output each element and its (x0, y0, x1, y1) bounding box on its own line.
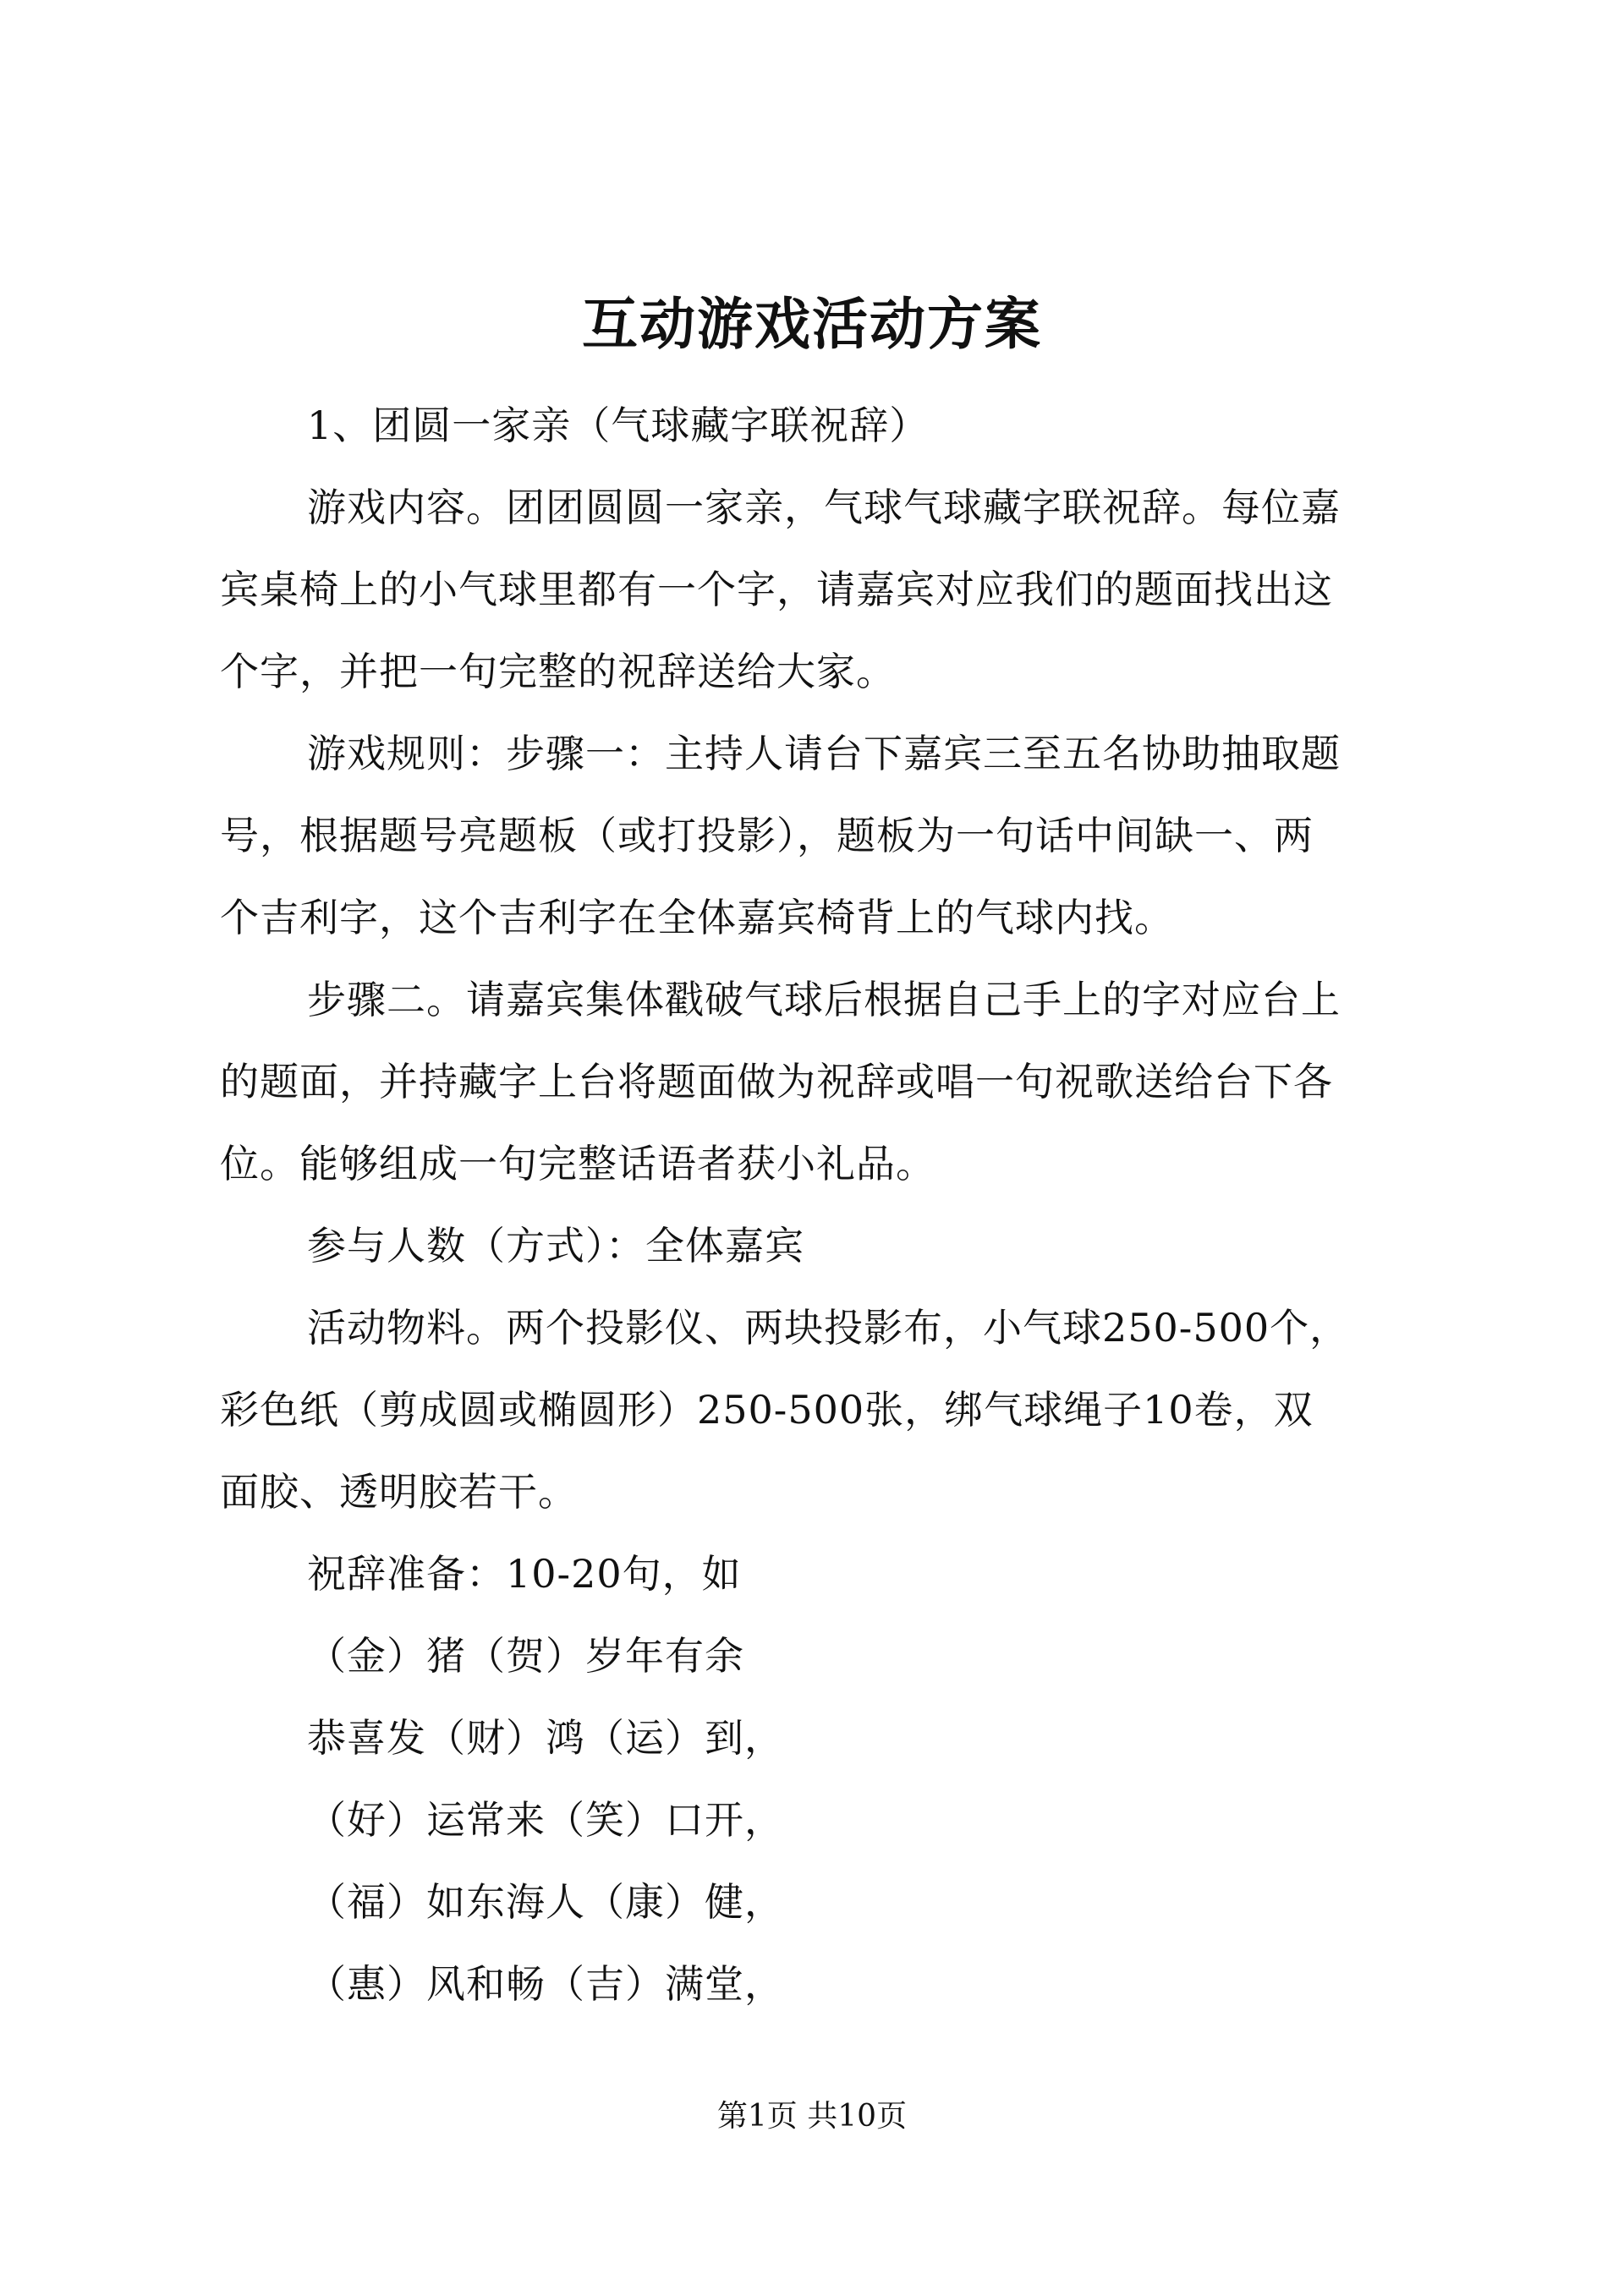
blessing-line: （好）运常来（笑）口开， (307, 1797, 784, 1843)
blessing-line: （惠）风和畅（吉）满堂， (307, 1961, 784, 2007)
paragraph-line: 面胶、透明胶若干。 (220, 1469, 578, 1515)
paragraph-line: 游戏内容。团团圆圆一家亲，气球气球藏字联祝辞。每位嘉 (307, 485, 1341, 530)
paragraph-line: 号，根据题号亮题板（或打投影），题板为一句话中间缺一、两 (220, 813, 1314, 858)
paragraph-line: 的题面，并持藏字上台将题面做为祝辞或唱一句祝歌送给台下各 (220, 1059, 1333, 1104)
paragraph-line: 位。能够组成一句完整话语者获小礼品。 (220, 1141, 935, 1186)
paragraph-line: 个吉利字，这个吉利字在全体嘉宾椅背上的气球内找。 (220, 895, 1174, 940)
blessing-line: （福）如东海人（康）健， (307, 1879, 784, 1925)
paragraph-line: 参与人数（方式）：全体嘉宾 (307, 1223, 804, 1269)
paragraph-line: 游戏规则：步骤一：主持人请台下嘉宾三至五名协助抽取题 (307, 731, 1341, 776)
paragraph-line: 活动物料。两个投影仪、两块投影布，小气球250-500个， (307, 1305, 1350, 1351)
blessing-line: 恭喜发（财）鸿（运）到， (307, 1715, 784, 1761)
paragraph-line: 祝辞准备：10-20句，如 (307, 1551, 742, 1597)
page-footer: 第1页 共10页 (716, 2099, 908, 2134)
paragraph-line: 个字，并把一句完整的祝辞送给大家。 (220, 649, 896, 694)
paragraph-line: 步骤二。请嘉宾集体戳破气球后根据自己手上的字对应台上 (307, 977, 1341, 1022)
paragraph-line: 宾桌椅上的小气球里都有一个字，请嘉宾对应我们的题面找出这 (220, 567, 1333, 612)
paragraph-line: 1、团圆一家亲（气球藏字联祝辞） (307, 403, 930, 448)
document-title: 互动游戏活动方案 (582, 291, 1042, 357)
blessing-line: （金）猪（贺）岁年有余 (307, 1633, 744, 1679)
paragraph-line: 彩色纸（剪成圆或椭圆形）250-500张，绑气球绳子10卷，双 (220, 1387, 1314, 1433)
document-body (220, 385, 1421, 2025)
